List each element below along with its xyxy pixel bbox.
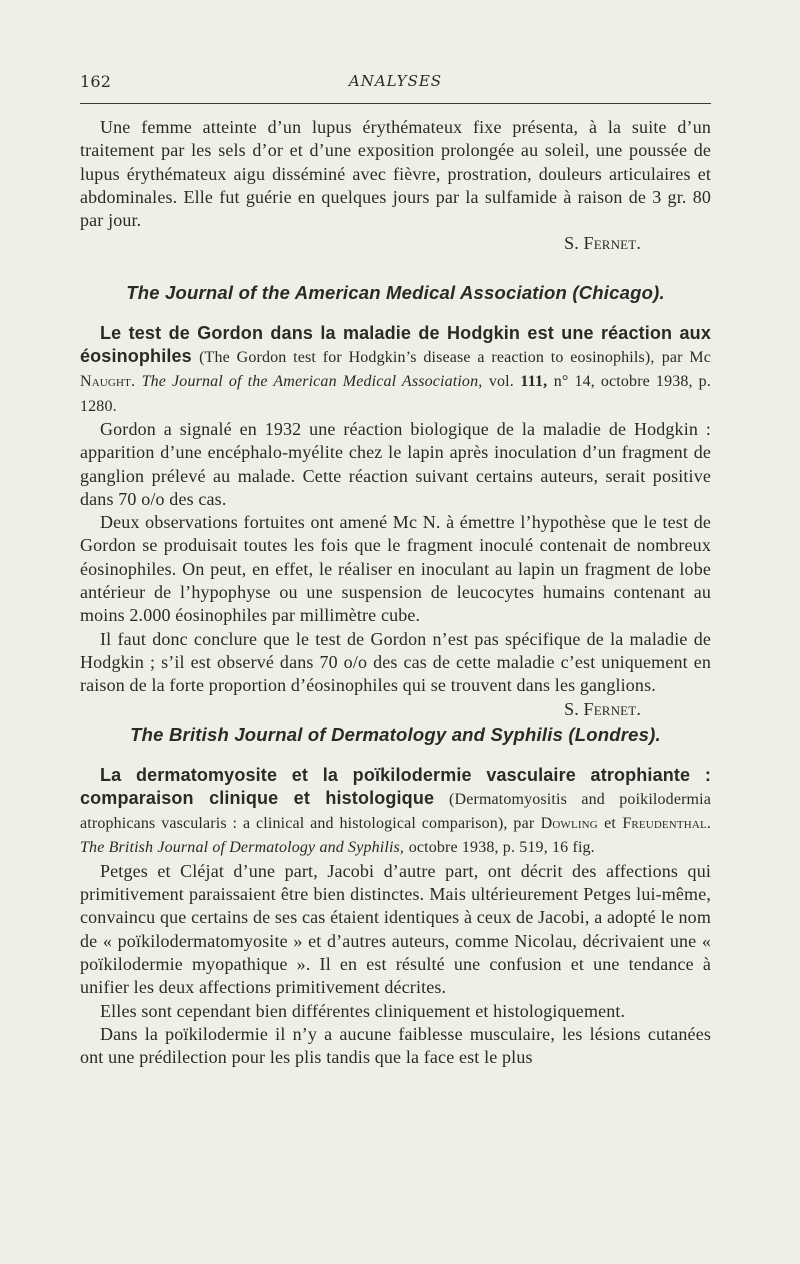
article-et: et <box>604 815 617 833</box>
article-author: Naught. <box>80 373 136 391</box>
article-issue: octobre 1938, p. 519, 16 fig. <box>408 839 595 857</box>
article-translation: (Dermatomyositis and poikilodermia atrophicans vascularis : a clinical and histological comparison), par <box>80 790 711 833</box>
article-title: Le test de Gordon dans la maladie de Hodgkin est une réaction aux éosinophiles <box>80 322 711 367</box>
article-entry-dermatomyosite <box>80 764 711 860</box>
page-number: 162 <box>80 72 112 91</box>
body-paragraph: Deux observations fortuites ont amené Mc N. à émettre l’hypothèse que le test de Gordon se produisait toutes les fois que le fragment inoculé contenait de nombreux éosinophiles. On peut, en effet, le réaliser en inoculant au lapin un fragment de lobe antérieur de l’hypophyse ou une suspension de leucocytes humains contenant au moins 2.000 éosinophiles par millimètre cube. <box>80 512 711 626</box>
article-translation: (The Gordon test for Hodgkin’s disease a reaction to eosinophils), <box>199 349 655 367</box>
intro-signature: S. Fernet. <box>564 233 641 254</box>
body-paragraph: Dans la poïkilodermie il n’y a aucune faiblesse musculaire, les lésions cutanées ont une prédilection pour les plis tandis que la face est le plus <box>80 1023 711 1068</box>
running-title: ANALYSES <box>348 72 443 90</box>
journal-heading-bjd: The British Journal of Dermatology and Syphilis (Londres). <box>130 723 661 745</box>
body-paragraph: Elles sont cependant bien différentes cliniquement et histologiquement. <box>100 1000 626 1021</box>
body-paragraph-text: Il faut donc conclure que le test de Gordon n’est pas spécifique de la maladie de Hodgkin ; s’il est observé dans 70 o/o des cas de cette maladie c’est uniquement en raison de la forte proportion d’éosinophiles qui se trouvent dans les ganglions. <box>80 628 711 696</box>
article-journal-ref: The Journal of the American Medical Association, <box>141 373 483 391</box>
body-paragraph: Gordon a signalé en 1932 une réaction biologique de la maladie de Hodgkin : apparition d’une encéphalo-myélite chez le lapin après inoculation d’un fragment de ganglion prélevé au malade. Cette réaction suivant certains auteurs, serait positive dans 70 o/o des cas. <box>80 418 711 509</box>
article-title: La dermatomyosite et la poïkilodermie vasculaire atrophiante : comparaison clinique et histologique <box>80 764 711 808</box>
article-volume: 111, <box>520 373 548 391</box>
article-author: Freudenthal. <box>622 815 711 833</box>
section1-signature: S. Fernet. <box>564 698 641 719</box>
running-header <box>80 72 711 96</box>
article-entry-gordon <box>80 322 711 418</box>
journal-heading-jama: The Journal of the American Medical Association (Chicago). <box>126 281 665 303</box>
article-author: Dowling <box>540 815 598 833</box>
article-journal-ref: The British Journal of Dermatology and Syphilis, <box>80 839 405 857</box>
article-vol-label: vol. <box>488 373 514 391</box>
header-rule <box>80 103 711 104</box>
article-by: par Mc <box>661 349 711 367</box>
body-paragraph: Petges et Cléjat d’une part, Jacobi d’autre part, ont décrit des affections qui primitivement paraissaient être bien distinctes. Mais ultérieurement Petges lui-même, convaincu que certains de ses cas étaient identiques à ceux de Jacobi, a adopté le nom de « poïkilodermatomyosite » et d’autres auteurs, comme Nicolau, décrivaient une « poïkilodermie myopathique ». Il en est résulté une confusion et une tendance à unifier les deux affections primitivement décrites. <box>80 860 711 998</box>
article-issue: n° 14, octobre 1938, p. 1280. <box>80 373 711 415</box>
intro-paragraph: Une femme atteinte d’un lupus érythémateux fixe présenta, à la suite d’un traitement par les sels d’or et d’une exposition prolongée au soleil, une poussée de lupus érythémateux aigu disséminé avec fièvre, prostration, douleurs articulaires et abdominales. Elle fut guérie en quelques jours par la sulfamide à raison de 3 gr. 80 par jour. <box>80 117 711 231</box>
article-body <box>80 116 711 1069</box>
body-paragraph <box>80 628 711 719</box>
